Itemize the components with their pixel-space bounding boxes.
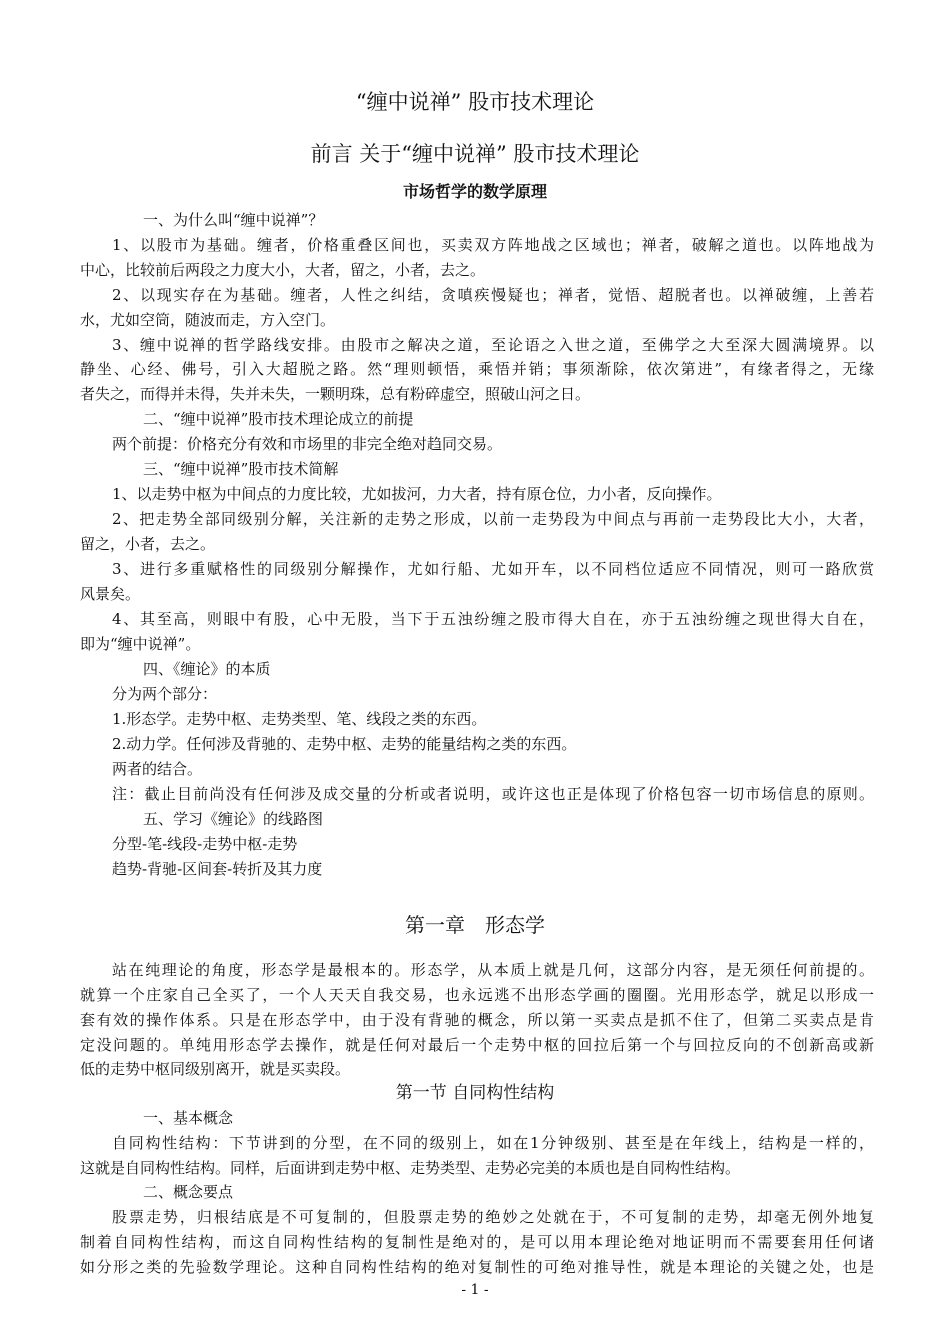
heading-premise: 二、“缠中说禅”股市技术理论成立的前提 [143,410,414,428]
heading-key-points: 二、概念要点 [143,1183,234,1201]
paragraph-line: 水，尤如空筒，随波而走，方入空门。 [80,311,336,329]
paragraph-line: 套有效的操作体系。只是在形态学中，由于没有背驰的概念，所以第一买卖点是抓不住了，但第二买卖点是肯 [80,1011,874,1029]
heading-roadmap: 五、学习《缠论》的线路图 [143,810,324,828]
paragraph-line: 1、以股市为基础。缠者，价格重叠区间也，买卖双方阵地战之区域也；禅者，破解之道也。以阵地战为 [112,236,874,254]
section-title: 第一节 自同构性结构 [395,1083,555,1103]
paragraph-line: 2、把走势全部同级别分解，关注新的走势之形成，以前一走势段为中间点与再前一走势段比大小，大者， [112,510,874,528]
paragraph-line: 1、以走势中枢为中间点的力度比较，尤如拔河，力大者，持有原仓位，力小者，反向操作。 [112,485,722,503]
paragraph-line: 风景矣。 [80,585,141,603]
heading-why-name: 一、为什么叫“缠中说禅”？ [143,211,324,229]
document-title: “缠中说禅” 股市技术理论 [355,90,595,114]
paragraph-line: 2、以现实存在为基础。缠者，人性之纠结，贪嗔疾慢疑也；禅者，觉悟、超脱者也。以禅破缠，上善若 [112,286,874,304]
paragraph-line: 分型-笔-线段-走势中枢-走势 [112,835,298,853]
paragraph-line: 1.形态学。走势中枢、走势类型、笔、线段之类的东西。 [112,710,487,728]
paragraph-line: 低的走势中枢同级别离开，就是买卖段。 [80,1060,351,1078]
paragraph-line: 分为两个部分： [112,685,218,703]
paragraph-line: 2.动力学。任何涉及背驰的、走势中枢、走势的能量结构之类的东西。 [112,735,577,753]
paragraph-line: 定没问题的。单纯用形态学去操作，就是任何对最后一个走势中枢的回拉后第一个与回拉反向的不创新高或新 [80,1036,874,1054]
paragraph-line: 中心，比较前后两段之力度大小，大者，留之，小者，去之。 [80,261,486,279]
paragraph-line: 留之，小者，去之。 [80,535,216,553]
paragraph-line: 股票走势，归根结底是不可复制的，但股票走势的绝妙之处就在于，不可复制的走势，却毫无例外地复 [112,1208,874,1226]
paragraph-line: 这就是自同构性结构。同样，后面讲到走势中枢、走势类型、走势必完美的本质也是自同构性结构。 [80,1159,741,1177]
paragraph-line: 静坐、心经、佛号，引入大超脱之路。然“理则顿悟，乘悟并销；事须渐除，依次第进”，有缘者得之，无缘 [80,360,874,378]
paragraph-line: 3、缠中说禅的哲学路线安排。由股市之解决之道，至论语之入世之道，至佛学之大至深大圆满境界。以 [112,336,874,354]
paragraph-line: 自同构性结构：下节讲到的分型，在不同的级别上，如在1分钟级别、甚至是在年线上，结构是一样的， [112,1134,874,1152]
paragraph-line: 者失之，而得并未得，失并未失，一颗明珠，总有粉碎虚空，照破山河之日。 [80,385,591,403]
paragraph-line: 制着自同构性结构，而这自同构性结构的复制性是绝对的，是可以用本理论绝对地证明而不需要套用任何诸 [80,1233,874,1251]
preface-title: 前言 关于“缠中说禅” 股市技术理论 [310,142,640,166]
chapter-title: 第一章 形态学 [405,913,545,937]
paragraph-line: 趋势-背驰-区间套-转折及其力度 [112,860,323,878]
page-number: - 1 - [461,1282,489,1298]
heading-brief: 三、“缠中说禅”股市技术简解 [143,460,339,478]
paragraph-line: 两者的结合。 [112,760,203,778]
paragraph-line: 如分形之类的先验数学理论。这种自同构性结构的绝对复制性的可绝对推导性，就是本理论的关键之处，也是 [80,1258,874,1276]
preface-subtitle: 市场哲学的数学原理 [402,182,547,201]
paragraph-line: 两个前提：价格充分有效和市场里的非完全绝对趋同交易。 [112,435,503,453]
paragraph-line: 就算一个庄家自己全买了，一个人天天自我交易，也永远逃不出形态学画的圈圈。光用形态学，就足以形成一 [80,986,874,1004]
paragraph-line: 站在纯理论的角度，形态学是最根本的。形态学，从本质上就是几何，这部分内容，是无须任何前提的。 [112,961,874,979]
paragraph-line: 3、进行多重赋格性的同级别分解操作，尤如行船、尤如开车，以不同档位适应不同情况，则可一路欣赏 [112,560,874,578]
heading-basic-concept: 一、基本概念 [143,1109,234,1127]
paragraph-line: 注：截止目前尚没有任何涉及成交量的分析或者说明，或许这也正是体现了价格包容一切市场信息的原则。 [112,785,874,803]
paragraph-line: 即为“缠中说禅”。 [80,635,201,653]
paragraph-line: 4、其至高，则眼中有股，心中无股，当下于五浊纷缠之股市得大自在，亦于五浊纷缠之现世得大自在， [112,610,874,628]
heading-essence: 四、《缠论》的本质 [143,660,271,678]
